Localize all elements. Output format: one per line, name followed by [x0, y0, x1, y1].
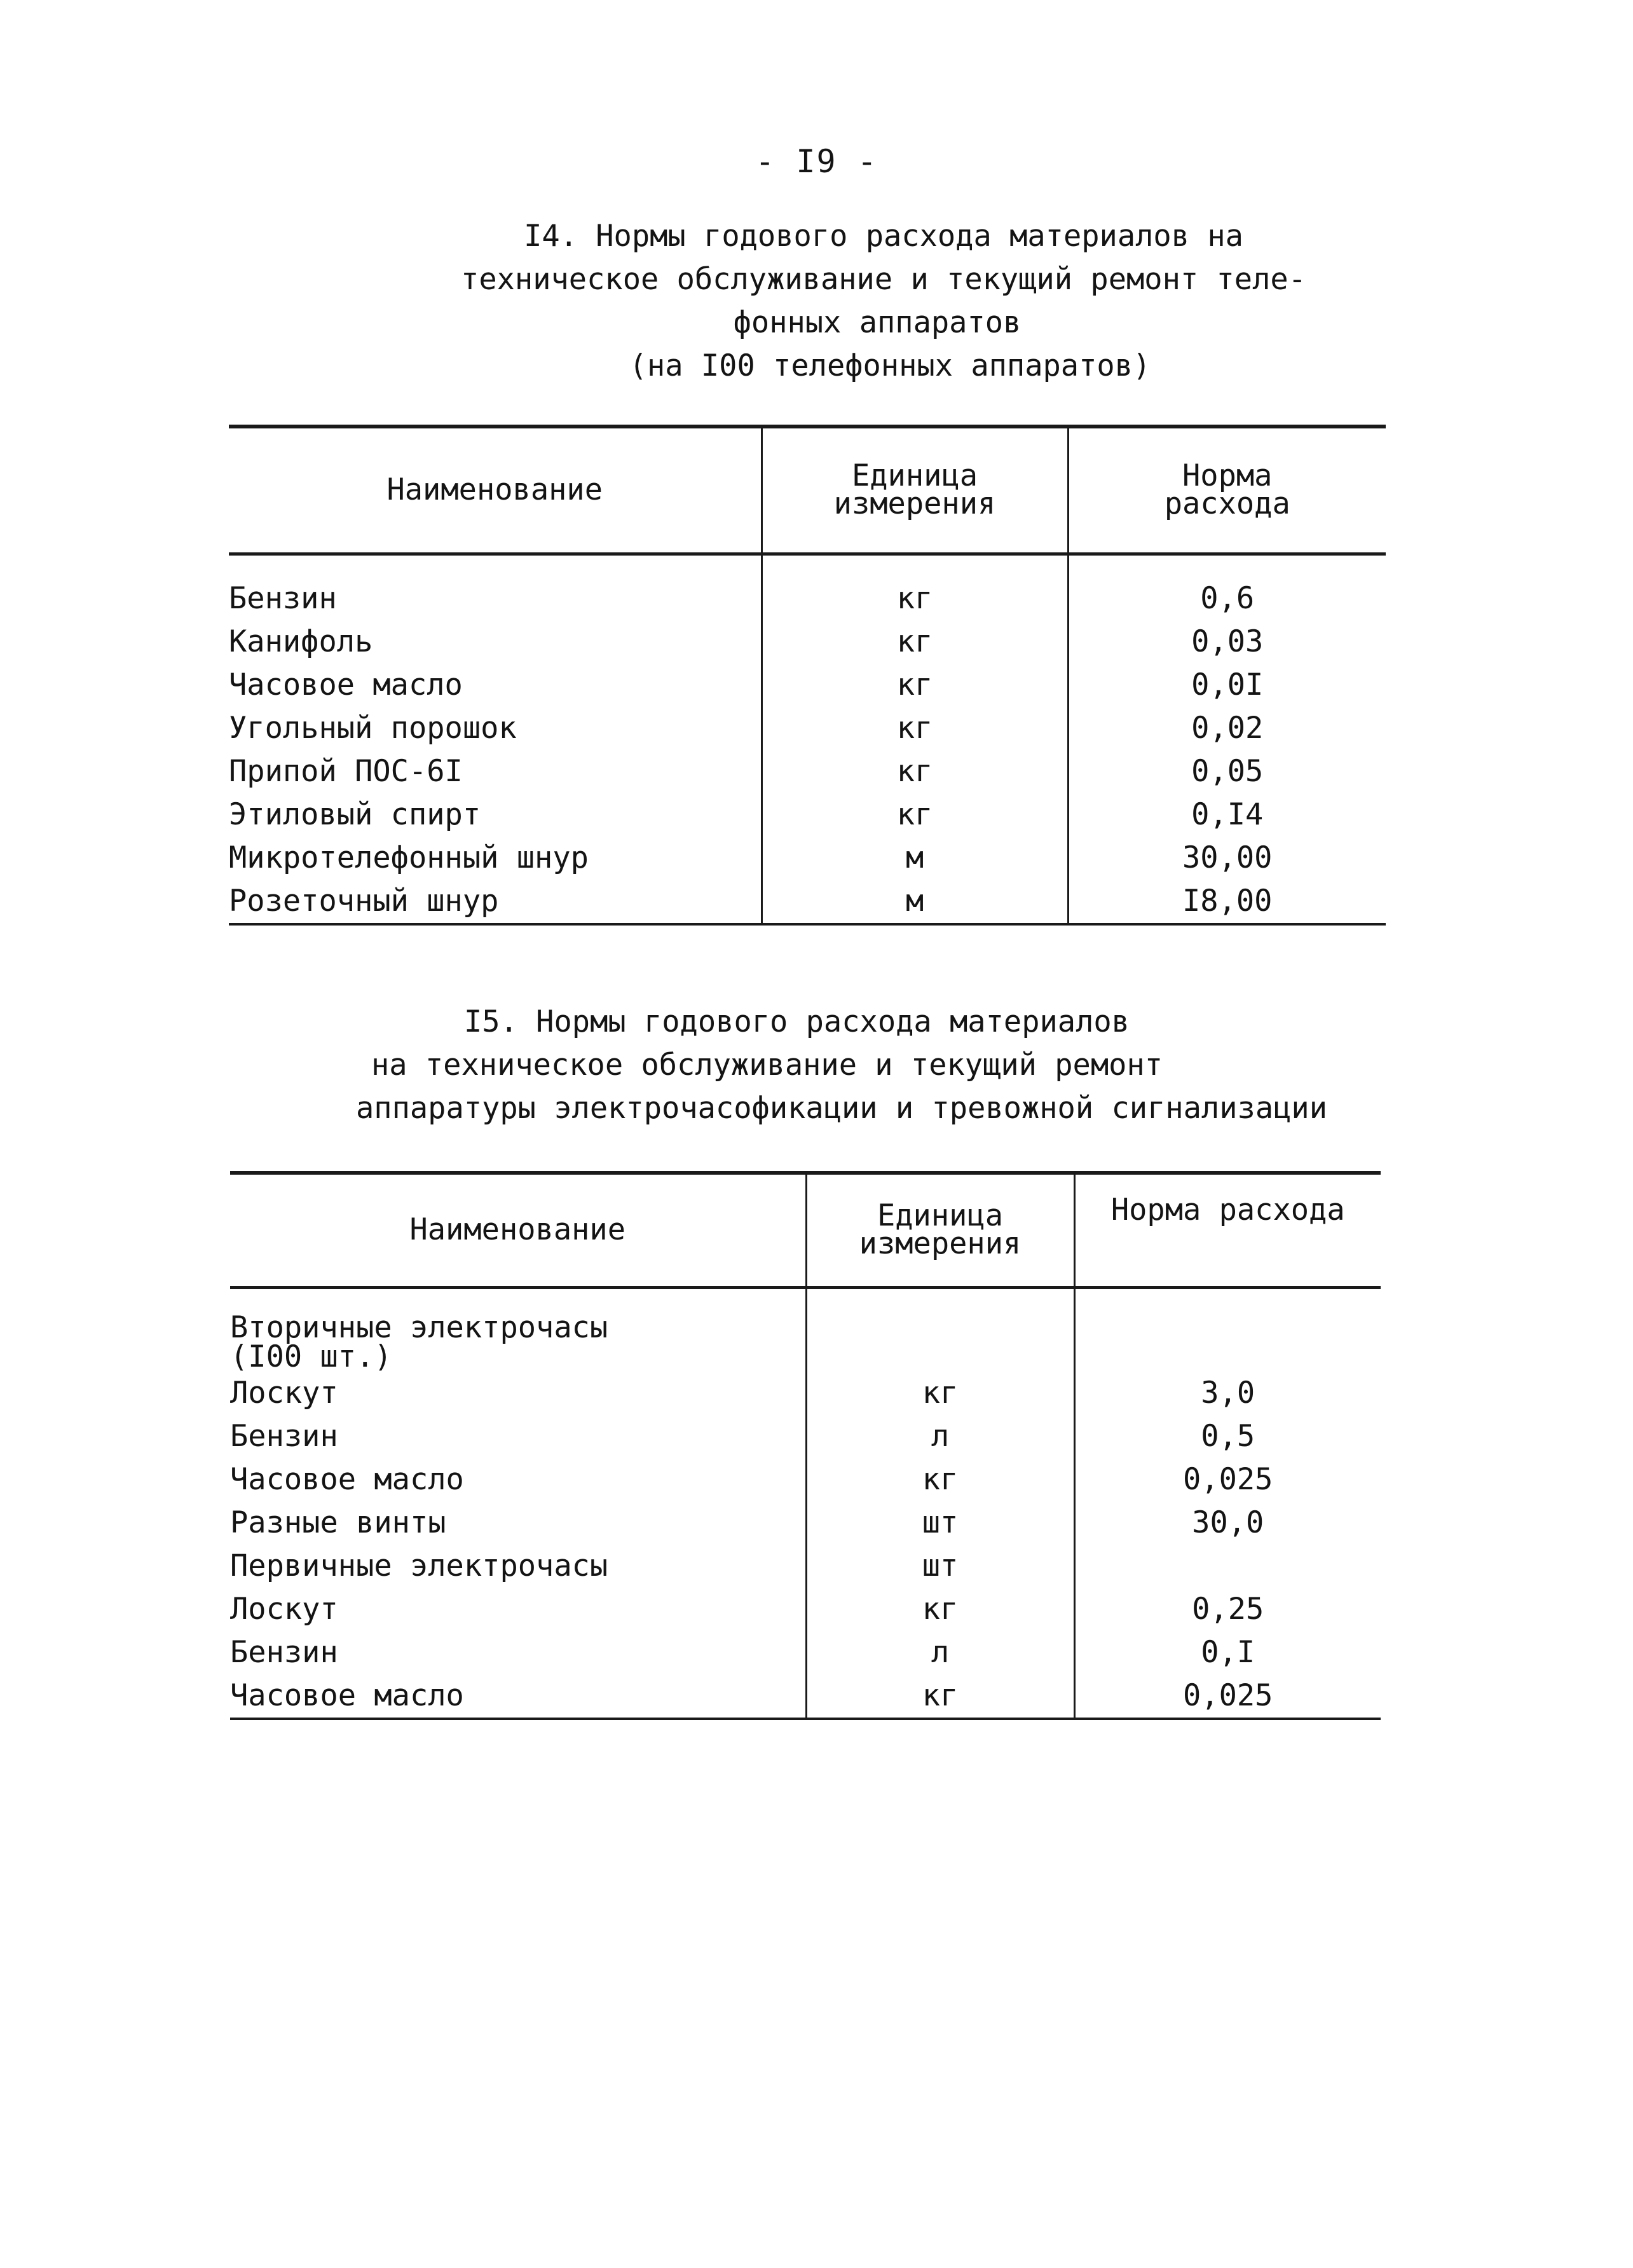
cell-norm: 0,03: [1068, 620, 1386, 664]
table-15-title: [343, 1001, 1335, 1130]
cell-name: Первичные электрочасы: [230, 1548, 608, 1583]
header-unit-line: Единица: [877, 1198, 1004, 1234]
header-norm: [1074, 1173, 1381, 1287]
header-unit: [806, 1173, 1074, 1287]
cell-norm: 0,I4: [1068, 793, 1386, 837]
table-15-title-line: аппаратуры электрочасофикации и тревожной сигнализации: [356, 1091, 1328, 1126]
header-unit-line: измерения: [859, 1226, 1021, 1262]
cell-norm: 0,0I: [1068, 664, 1386, 707]
cell-unit: кг: [762, 577, 1068, 620]
cell-unit: кг: [762, 750, 1068, 793]
table-row: [229, 577, 1386, 620]
header-norm-label: Норма расхода: [1110, 1192, 1345, 1227]
table-row: [229, 750, 1386, 793]
table-14-title-line: (на I00 телефонных аппаратов): [629, 348, 1151, 383]
header-norm-line: расхода: [1164, 486, 1290, 522]
table-row: [230, 1415, 1381, 1458]
cell-name: Микротелефонный шнур: [229, 840, 589, 875]
cell-name: Часовое масло: [229, 667, 463, 702]
cell-unit: м: [762, 880, 1068, 924]
cell-unit: л: [806, 1631, 1074, 1674]
table-row: [230, 1458, 1381, 1501]
header-norm: [1068, 427, 1386, 554]
header-unit-line: Единица: [851, 458, 978, 494]
cell-unit: кг: [806, 1674, 1074, 1719]
table-row: [230, 1674, 1381, 1719]
table-row: [229, 707, 1386, 750]
cell-norm: I8,00: [1068, 880, 1386, 924]
cell-unit: кг: [806, 1588, 1074, 1631]
cell-unit: л: [806, 1415, 1074, 1458]
table-15-title-line: на техническое обслуживание и текущий ремонт: [371, 1048, 1163, 1083]
table-row: [229, 880, 1386, 924]
header-unit: [762, 427, 1068, 554]
table-spacer: [229, 554, 1386, 577]
cell-unit: кг: [762, 664, 1068, 707]
cell-name: Розеточный шнур: [229, 880, 762, 924]
cell-unit: [806, 1311, 1074, 1372]
cell-unit: кг: [806, 1372, 1074, 1415]
cell-name: Часовое масло: [230, 1674, 806, 1719]
table-14-title-line: фонных аппаратов: [733, 305, 1021, 340]
cell-name-line: Вторичные электрочасы: [230, 1309, 608, 1345]
cell-name: Канифоль: [229, 624, 373, 659]
table-15: [230, 1171, 1381, 1720]
cell-name: [230, 1311, 806, 1372]
cell-name: Часовое масло: [230, 1461, 464, 1497]
cell-name: Лоскут: [230, 1591, 338, 1627]
table-15-title-line: I5. Нормы годового расхода материалов: [464, 1004, 1130, 1039]
cell-name: Бензин: [230, 1418, 338, 1454]
cell-unit: шт: [806, 1545, 1074, 1588]
header-name-label: Наименование: [386, 472, 603, 508]
table-spacer: [230, 1287, 1381, 1311]
table-row: [230, 1311, 1381, 1372]
header-name: [230, 1173, 806, 1287]
cell-unit: шт: [806, 1501, 1074, 1545]
cell-norm: 0,025: [1074, 1674, 1381, 1719]
cell-norm: 0,02: [1068, 707, 1386, 750]
cell-norm: 0,05: [1068, 750, 1386, 793]
cell-norm: [1074, 1545, 1381, 1588]
cell-norm: 0,I: [1074, 1631, 1381, 1674]
table-15-header-row: [230, 1173, 1381, 1287]
table-row: [229, 837, 1386, 880]
cell-norm: 0,5: [1074, 1415, 1381, 1458]
table-row: [229, 664, 1386, 707]
cell-norm: 0,025: [1074, 1458, 1381, 1501]
header-norm-line: Норма: [1182, 458, 1273, 494]
table-14-title-line: техническое обслуживание и текущий ремонт теле-: [461, 262, 1306, 297]
header-name: [229, 427, 762, 554]
header-unit-line: измерения: [833, 486, 996, 522]
cell-unit: кг: [762, 707, 1068, 750]
cell-norm: 3,0: [1074, 1372, 1381, 1415]
table-row: [230, 1501, 1381, 1545]
table-row: [230, 1545, 1381, 1588]
cell-name-line: (I00 шт.): [230, 1339, 392, 1374]
cell-name: Бензин: [229, 580, 337, 616]
table-row: [229, 620, 1386, 664]
cell-norm: [1074, 1311, 1381, 1372]
table-row: [230, 1372, 1381, 1415]
header-name-label: Наименование: [409, 1212, 626, 1248]
cell-norm: 0,6: [1068, 577, 1386, 620]
table-14-title-line: I4. Нормы годового расхода материалов на: [524, 219, 1243, 254]
cell-unit: м: [762, 837, 1068, 880]
cell-norm: 30,00: [1068, 837, 1386, 880]
table-14-header-row: [229, 427, 1386, 554]
cell-name: Угольный порошок: [229, 710, 517, 746]
cell-name: Этиловый спирт: [229, 796, 481, 832]
table-14: [229, 425, 1386, 926]
cell-norm: 0,25: [1074, 1588, 1381, 1631]
cell-unit: кг: [806, 1458, 1074, 1501]
table-14-title: [420, 215, 1322, 388]
cell-unit: кг: [762, 620, 1068, 664]
table-row: [229, 793, 1386, 837]
table-row: [230, 1631, 1381, 1674]
cell-name: Припой ПОС-6I: [229, 753, 463, 789]
page-number: - I9 -: [755, 143, 878, 180]
cell-name: Разные винты: [230, 1505, 446, 1540]
cell-name: Лоскут: [230, 1375, 338, 1411]
table-row: [230, 1588, 1381, 1631]
cell-name: Бензин: [230, 1634, 338, 1670]
cell-norm: 30,0: [1074, 1501, 1381, 1545]
cell-unit: кг: [762, 793, 1068, 837]
